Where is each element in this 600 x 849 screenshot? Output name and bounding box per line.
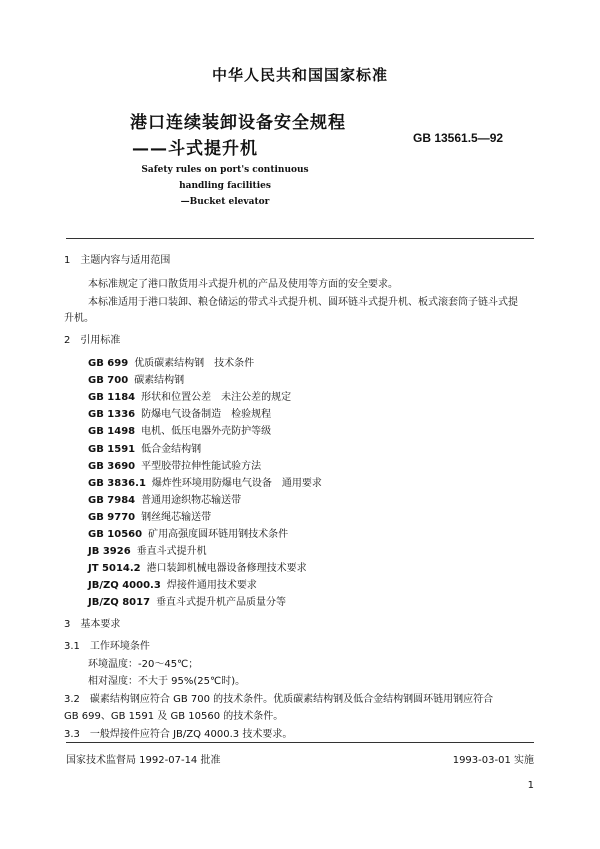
reference-code: JB 3926 (88, 546, 131, 557)
reference-code: GB 1336 (88, 409, 136, 420)
standard-number: GB 13561.5—92 (413, 131, 504, 145)
reference-code: JB/ZQ 4000.3 (88, 580, 161, 591)
reference-item (88, 508, 211, 523)
reference-code: GB 699 (88, 358, 129, 369)
section-1-title: 1 主题内容与适用范围 (64, 255, 171, 266)
header-divider (66, 238, 534, 239)
reference-item (88, 354, 254, 369)
section-1-paragraph-2-cont: 升机。 (64, 313, 94, 324)
clause-3-3: 3.3 一般焊接件应符合 JB/ZQ 4000.3 技术要求。 (64, 729, 293, 740)
reference-item (88, 457, 261, 472)
reference-item (88, 422, 271, 437)
reference-title: 电机、低压电器外壳防护等级 (141, 426, 272, 437)
reference-code: GB 10560 (88, 529, 143, 540)
reference-code: JT 5014.2 (88, 563, 141, 574)
reference-title: 垂直斗式提升机产品质量分等 (156, 597, 287, 608)
section-1-paragraph-2: 本标准适用于港口装卸、粮仓储运的带式斗式提升机、圆环链斗式提升机、板式滚套筒子链斗式提 (88, 297, 518, 308)
reference-code: GB 700 (88, 375, 129, 386)
reference-code: GB 1184 (88, 392, 136, 403)
reference-item (88, 474, 322, 489)
reference-title: 普通用途织物芯输送带 (141, 495, 242, 506)
reference-code: GB 7984 (88, 495, 136, 506)
reference-code: GB 3690 (88, 461, 136, 472)
reference-item (88, 525, 288, 540)
clause-3-1-temperature: 环境温度：-20～45℃； (88, 659, 199, 670)
clause-3-2: 3.2 碳素结构钢应符合 GB 700 的技术条件。优质碳素结构钢及低合金结构钢圆环链用钢应符合 (64, 694, 494, 705)
section-3-title: 3 基本要求 (64, 619, 121, 630)
reference-item (88, 405, 271, 420)
document-subtitle: ——斗式提升机 (132, 139, 258, 159)
reference-code: GB 1498 (88, 426, 136, 437)
reference-title: 防爆电气设备制造 检验规程 (141, 409, 272, 420)
clause-3-1: 3.1 工作环境条件 (64, 641, 150, 652)
document-title: 港口连续装卸设备安全规程 (130, 113, 346, 133)
reference-item (88, 576, 257, 591)
section-1-paragraph-1: 本标准规定了港口散货用斗式提升机的产品及使用等方面的安全要求。 (88, 279, 398, 290)
clause-3-2-cont: GB 699、GB 1591 及 GB 10560 的技术条件。 (64, 711, 284, 722)
reference-title: 碳素结构钢 (134, 375, 185, 386)
approval-note: 国家技术监督局 1992-07-14 批准 (66, 755, 221, 766)
page-number: 1 (527, 780, 534, 791)
reference-code: JB/ZQ 8017 (88, 597, 151, 608)
english-title-line-1: Safety rules on port's continuous (141, 165, 309, 175)
reference-item (88, 559, 307, 574)
reference-item (88, 593, 286, 608)
reference-item (88, 388, 291, 403)
reference-code: GB 9770 (88, 512, 136, 523)
reference-item (88, 542, 207, 557)
reference-code: GB 3836.1 (88, 478, 146, 489)
reference-item (88, 371, 184, 386)
reference-title: 矿用高强度圆环链用钢技术条件 (148, 529, 289, 540)
reference-title: 焊接件通用技术要求 (166, 580, 257, 591)
national-standard-heading: 中华人民共和国国家标准 (211, 66, 388, 84)
reference-code: GB 1591 (88, 444, 136, 455)
reference-title: 垂直斗式提升机 (136, 546, 207, 557)
reference-item (88, 440, 201, 455)
reference-title: 爆炸性环境用防爆电气设备 通用要求 (151, 478, 322, 489)
reference-item (88, 491, 241, 506)
footer-divider (66, 742, 534, 743)
reference-title: 形状和位置公差 未注公差的规定 (141, 392, 292, 403)
section-2-title: 2 引用标准 (64, 335, 121, 346)
reference-title: 平型胶带拉伸性能试验方法 (141, 461, 262, 472)
english-title-line-2: handling facilities (179, 181, 271, 191)
clause-3-1-humidity: 相对湿度：不大于 95%(25℃时)。 (88, 676, 246, 687)
effective-date: 1993-03-01 实施 (452, 755, 534, 766)
reference-title: 钢丝绳芯输送带 (141, 512, 212, 523)
reference-title: 低合金结构钢 (141, 444, 202, 455)
reference-title: 港口装卸机械电器设备修理技术要求 (146, 563, 307, 574)
english-title-line-3: —Bucket elevator (180, 197, 270, 207)
reference-title: 优质碳素结构钢 技术条件 (134, 358, 255, 369)
